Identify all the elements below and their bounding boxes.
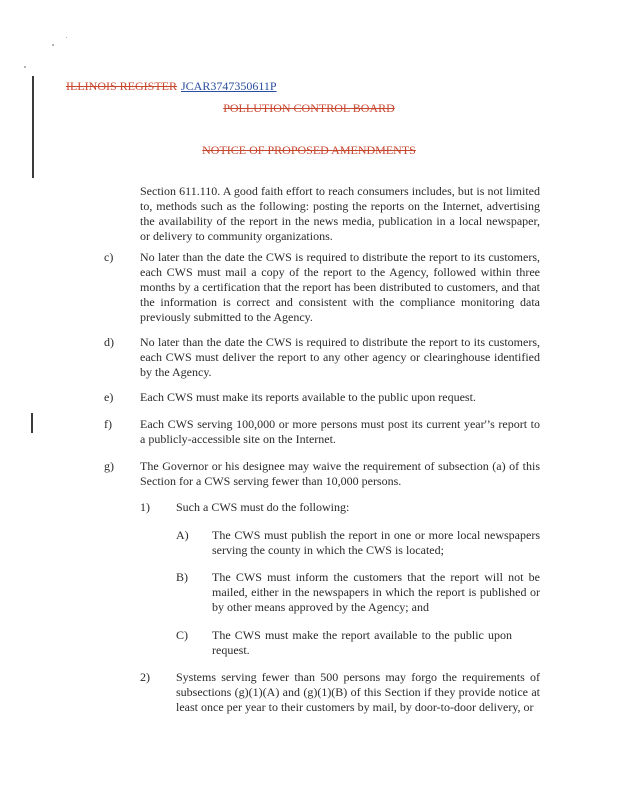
notice-heading: NOTICE OF PROPOSED AMENDMENTS <box>202 143 416 157</box>
subitem-label: B) <box>176 570 188 584</box>
subsection-text: Each CWS serving 100,000 or more persons must post its current year'’s report to a publicly-accessible site on the Internet. <box>140 417 540 446</box>
subsection-text: The Governor or his designee may waive the requirement of subsection (a) of this Section for a CWS serving fewer than 10,000 persons. <box>140 459 540 488</box>
subitem-label: A) <box>176 528 189 542</box>
item-label: 1) <box>140 500 150 514</box>
item-label: 2) <box>140 670 150 684</box>
item-text: Systems serving fewer than 500 persons may forgo the requirements of subsections (g)(1)(A) and (g)(1)(B) of this Section if they provide notice at least once per year to their customers by mail, by door-to-door delivery, or <box>176 670 540 714</box>
change-bar <box>32 76 34 178</box>
scan-speck <box>52 44 54 46</box>
subitem-text: The CWS must make the report available to the public upon request. <box>212 628 512 657</box>
subsection-text: No later than the date the CWS is required to distribute the report to its customers, each CWS must deliver the report to any other agency or clearinghouse identified by the Agency. <box>140 335 540 379</box>
subsection-label: c) <box>104 250 114 264</box>
subsection-text: Each CWS must make its reports available to the public upon request. <box>140 390 476 404</box>
register-struck-text: ILLINOIS REGISTER <box>66 79 177 93</box>
register-header <box>66 79 277 94</box>
subitem-label: C) <box>176 628 188 642</box>
subsection-text: No later than the date the CWS is required to distribute the report to its customers, each CWS must mail a copy of the report to the Agency, followed within three months by a certification that the report has been distributed to customers, and that the information is correct and consistent with the compliance monitoring data previously submitted to the Agency. <box>140 250 540 324</box>
subitem-text: The CWS must publish the report in one or more local newspapers serving the county in which the CWS is located; <box>212 528 540 557</box>
subitem-text: The CWS must inform the customers that the report will not be mailed, either in the newspapers in which the report is published or by other means approved by the Agency; and <box>212 570 540 614</box>
scan-speck <box>66 37 67 38</box>
intro-paragraph: Section 611.110. A good faith effort to reach consumers includes, but is not limited to, methods such as the following: posting the reports on the Internet, advertising the availability of the report in the news media, publication in a local newspaper, or delivery to community organizations. <box>140 184 540 243</box>
register-inserted-text: JCAR3747350611P <box>181 79 277 93</box>
item-text: Such a CWS must do the following: <box>176 500 350 514</box>
change-bar <box>31 413 33 433</box>
board-heading: POLLUTION CONTROL BOARD <box>223 101 395 115</box>
subsection-label: f) <box>104 417 112 431</box>
scan-speck <box>24 66 26 68</box>
subsection-label: g) <box>104 459 114 473</box>
subsection-label: e) <box>104 390 114 404</box>
subsection-label: d) <box>104 335 114 349</box>
